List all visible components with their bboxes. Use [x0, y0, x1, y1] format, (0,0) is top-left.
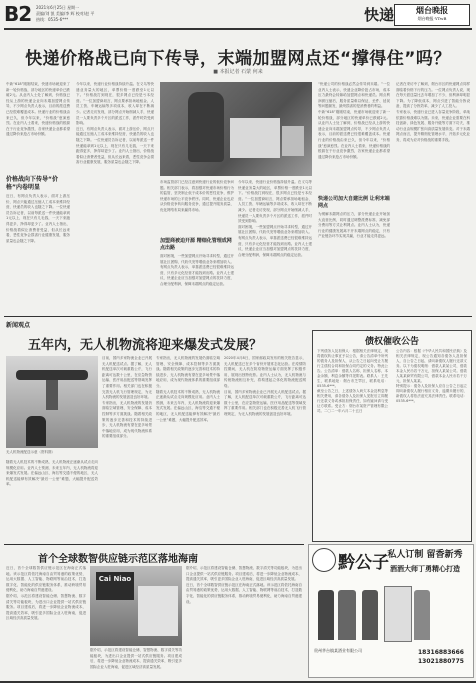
news-section-tag: 新闻观点 — [6, 322, 31, 329]
news-rule — [4, 316, 472, 317]
section-title: 快递 — [363, 6, 394, 24]
logo-sub: 烟台晚报·YTwB — [417, 16, 447, 21]
main-photo — [160, 82, 312, 176]
main-col2: 今年以来，快递行业价格战持续升温。在义乌等快递业务量大的地区，单票价格一度跌至1元以下。“价格战打到现在，很多网点已经是亏本经营。”一位加盟商坦言，网点要承担场地租金、人员工资、车辆运输等多项成本，收入却在不断减少。记者走访发现，部分网点开始削减人手，快递员一人要负责多个片区的派送工作，派件时效受到影响。 近日，有网点负责人表示，面对上游压价，网点只能通过压缩人工成本来维持经营，快递员的收入也随之下降。一位快递员告诉记者，以前每派送一件快递能拿到1元以上，现在只有几毛钱，一天下来跑得更多，挣得却更少了。业内人士指出，价格战看似让消费者受益，但从长远来看，恶性竞争会损害行业健康发展，服务质量也会随之下降。 — [76, 82, 154, 165]
ad-slogan-1: 私人订制 留香新秀 — [387, 550, 463, 560]
drone-photo-caption: 无人机物流配送示意（资料图） — [6, 450, 55, 454]
ad-company: 贵州茅台镇某酒业有限公司 — [314, 648, 362, 653]
drone-photo-person — [26, 416, 46, 446]
ad-bottle-1-icon — [318, 590, 334, 640]
ad-brand: 黔公子 — [338, 553, 389, 573]
ad-phone-block — [418, 648, 464, 666]
header-meta — [36, 5, 186, 23]
main-col1-subhead: 价格战向下传导“价格”内卷明显 — [6, 176, 58, 191]
header-hotline: 热线：0535-6*** — [36, 17, 69, 22]
digital-col1: 近日，首个全球数智供应链示范区在海南正式落地。该示范区将依托海南自由贸易港的政策优势，运用大数据、人工智能、物联网等前沿技术，打造数字化、智能化的供应链服务体系，推动跨境贸易便利化，助力海南自贸港建设。 据介绍，示范区将建设智能仓储、智慧物流、数字清关等功能板块，为进出口企业提供一站式供应链服务。项目建成后，将进一步降低企业物流成本，提高通关效率，吸引更多国际企业入驻海南，促进区域经济高质量发展。 — [6, 566, 86, 621]
main-col3: 市场监管部门已经注意到快递行业的低价竞争问题。相关部门表示，将加强对快递市场价格行为的监管，坚决制止低于成本价的恶性竞争，维护快递市场的公平竞争秩序。同时，快递企业也应从价格竞争转向服务竞争，通过提升服务质量、优化网络布局来赢得市场。 — [160, 180, 234, 212]
ad-seal-icon — [312, 548, 336, 572]
digital-photo-shelves — [138, 586, 178, 636]
drone-body — [16, 370, 88, 380]
main-col3-subhead: 加盟商被迫开源 精细化管理成网点出路 — [160, 238, 232, 251]
main-col1: 中新“618”刚刚结束，快递市场就迎来了新一轮价格战，部分地区的快递单价已跌破2元。从业内人士处了解到，价格战已经从上游的快递企业向末端加盟网点传导，不少网点负责人表示，目前的派送费已经很难覆盖成本。快递行业的价格战由来已久，但今年以来，“价格战”愈演愈烈。在业内人士看来，快递价格战的根源在于行业竞争激烈，各家快递企业都希望通过降价来抢占市场份额。 — [6, 82, 70, 137]
ad-bottle-2-icon — [338, 590, 356, 640]
main-col5-subhead: 快递公司加大自建比例 让利末端网点 — [318, 196, 390, 209]
main-col1-body2: 近日，有网点负责人表示，面对上游压价，网点只能通过压缩人工成本来维持经营，快递员的收入也随之下降。一位快递员告诉记者，以前每派送一件快递能拿到1元以上，现在只有几毛钱，一天下来跑得更多，挣得却更少了。业内人士指出，价格战看似让消费者受益，但从长远来看，恶性竞争会损害行业健康发展，服务质量也会随之下降。 — [6, 194, 70, 243]
news-col1: 目前，国内多家物流企业已开展无人机配送试点。据了解，无人机配送单次可载重数公斤，飞行距离可达数十公里，在应急物资运输、医疗用品配送等领域发挥了重要作用。相关部门也在积极完善无人机飞行管理规定，为无人机物流的发展创造良好环境。 专家指出，无人机物流的发展仍面临空域管理、安全保障、成本控制等多方面挑战。随着相关政策的逐步完善和技术的持续进步，无人机物流有望在更多场景中落地应用，成为现代物流体系的重要组成部分。 — [102, 356, 152, 439]
photo-parcel-small — [282, 126, 304, 156]
logo-name: 烟台晚报 — [416, 5, 448, 15]
notice-title: 债权催收公告 — [364, 337, 419, 347]
ad-slogan-2: 酒酒大师丁勇精心打造 — [390, 564, 460, 573]
ad-phone-1: 18316883666 — [418, 649, 464, 656]
main-col5-body2: 为缓解末端网点的压力，部分快递企业开始加大直营比例，同时通过调整派费标准、减免部分费用等方式让利网点。业内人士认为，快递行业的健康发展离不开末端网点的稳定，只有产业链各环节实现共赢，行业才能走得更远。 — [318, 212, 390, 239]
photo-parcels — [230, 118, 280, 158]
page-number: B2 — [4, 2, 32, 26]
notice-col2: 公告内容：根据《中华人民共和国民法典》及相关法律规定，现公告通知各债务人及担保人，自公告之日起，请向新债权人履行还款义务。以下为债权明细：借款人某某公司，借款本金人民币若干万元，担保人某某公司。借款人某某商贸有限公司，借款本金人民币若干万元，担保人某某。 特别提示：债务人及担保人应自公告之日起立即向新债权人履行相应义务，逾期未履行的，新债权人将依法追究其法律责任。联系电话：0535-6***。 — [396, 349, 467, 403]
news-col3: 2020年4月8日，国家邮政局发布的相关报告显示，无人机配送已在多个省份开展常态化运营。在疫情防控期间，无人机在防疫物资运输方面发挥了积极作用，展现出独特优势。业内人士认为，无人机物流与传统物流相互补充，将构建起立体化的物流配送网络。 目前，国内多家物流企业已开展无人机配送试点。据了解，无人机配送单次可载重数公斤，飞行距离可达数十公里，在应急物资运输、医疗用品配送等领域发挥了重要作用。相关部门也在积极完善无人机飞行管理规定，为无人机物流的发展创造良好环境。 — [224, 356, 306, 416]
news-col2: 专家指出，无人机物流的发展仍面临空域管理、安全保障、成本控制等多方面挑战。随着相关政策的逐步完善和技术的持续进步，无人机物流有望在更多场景中落地应用，成为现代物流体系的重要组成部分。 随着无人机技术的不断成熟，无人机物流正逐渐从试点走向规模化应用。业内人士预测，未来五年内，无人机物流将迎来爆发式发展。在偏远山区、海岛等交通不便的地区，无人机配送能够有效解决“最后一公里”难题，大幅提升配送效率。 — [156, 356, 220, 422]
photo-figure-courier — [188, 92, 224, 162]
digital-col2-below: 据介绍，示范区将建设智能仓储、智慧物流、数字清关等功能板块，为进出口企业提供一站式供应链服务。项目建成后，将进一步降低企业物流成本，提高通关效率，吸引更多国际企业入驻海南，促进区域经济高质量发展。 — [90, 648, 182, 669]
digital-photo — [90, 566, 182, 646]
news-headline: 五年内，无人机物流将迎来爆发式发展？ — [28, 338, 263, 353]
cainiao-sign: Cai Niao — [96, 572, 134, 600]
main-col5: “快递公司的价格战必然会传导到末端。”一位业内人士表示，快递企业降价抢占市场，成本压力最终会转嫁给加盟网点和快递员。网点利润被压缩后，服务质量难以保证，丢件、延误等问题频发，最终损害的是消费者的利益。 中新“618”刚刚结束，快递市场就迎来了新一轮价格战，部分地区的快递单价已跌破2元。从业内人士处了解到，价格战已经从上游的快递企业向末端加盟网点传导，不少网点负责人表示，目前的派送费已经很难覆盖成本。快递行业的价格战由来已久，但今年以来，“价格战”愈演愈烈。在业内人士看来，快递价格战的根源在于行业竞争激烈，各家快递企业都希望通过降价来抢占市场份额。 — [318, 82, 390, 159]
header-editors: 责编/刘 凯 美编/李 辉 校对/赵 平 — [36, 11, 95, 16]
ad-bottle-3-icon — [362, 590, 378, 640]
main-col4: 今年以来，快递行业价格战持续升温。在义乌等快递业务量大的地区，单票价格一度跌至1元以下。“价格战打到现在，很多网点已经是亏本经营。”一位加盟商坦言，网点要承担场地租金、人员工资、车辆运输等多项成本，收入却在不断减少。记者走访发现，部分网点开始削减人手，快递员一人要负责多个片区的派送工作，派件时效受到影响。 面对困境，一些加盟网点开始寻求转型，通过开展社区团购、代收代发等增值业务来增加收入。有网点负责人表示，单靠派送费已经很难维持运营，只有多元化经营才能找到出路。业内人士建议，快递企业应当加强对加盟网点的扶持力度，合理分配利润，保障末端网点的稳定运营。 — [238, 180, 312, 257]
digital-col3: 据介绍，示范区将建设智能仓储、智慧物流、数字清关等功能板块，为进出口企业提供一站式供应链服务。项目建成后，将进一步降低企业物流成本，提高通关效率，吸引更多国际企业入驻海南，促进区域经济高质量发展。 近日，首个全球数智供应链示范区在海南正式落地。该示范区将依托海南自由贸易港的政策优势，运用大数据、人工智能、物联网等前沿技术，打造数字化、智能化的供应链服务体系，推动跨境贸易便利化，助力海南自贸港建设。 — [186, 566, 302, 604]
drone-photo — [6, 356, 98, 448]
ad-gift-box-icon — [384, 586, 412, 642]
main-col3-body2: 面对困境，一些加盟网点开始寻求转型，通过开展社区团购、代收代发等增值业务来增加收入。有网点负责人表示，单靠派送费已经很难维持运营，只有多元化经营才能找到出路。业内人士建议，快递企业应当加强对加盟网点的扶持力度，合理分配利润，保障末端网点的稳定运营。 — [160, 254, 234, 286]
drone-cable — [46, 380, 58, 410]
news-col1-below: 随着无人机技术的不断成熟，无人机物流正逐渐从试点走向规模化应用。业内人士预测，未来五年内，无人机物流将迎来爆发式发展。在偏远山区、海岛等交通不便的地区，无人机配送能够有效解决“最后一公里”难题，大幅提升配送效率。 — [6, 460, 98, 487]
ad-bottle-4-icon — [414, 590, 430, 640]
header-rule — [4, 28, 472, 30]
digital-rule — [4, 544, 304, 545]
header-date: 2021年6月25日 星期一 — [36, 5, 80, 10]
main-headline: 快递价格战已向下传导，末端加盟网点还“撑得住”吗？ — [25, 49, 451, 69]
debt-notice-box — [312, 330, 472, 542]
ad-phone-2: 13021880775 — [418, 658, 464, 665]
notice-col1: 下列债务人及担保人：根据相关法律规定，现将债权转让事宜予以公告，请公告清单中所列的债务人及担保人，从公告之日起向受让方履行主债权合同和担保合同约定的义务。特此公告。公告清单：借款人名称、担保人名称、本金余额、利息余额等详见附表。联系人：王先生，联系地址：烟台市芝罘区，联系电话：0535-6***。 截至公告之日，上述债务人尚欠本金及利息等相关费用，请各债务人及担保人见报后立即履行还款义务或承担担保责任，如有疑问请与受让方联系。受让方：烟台市某资产管理有限公司。二〇二一年六月二十五日 — [317, 349, 388, 413]
main-col6: 记者在采访中了解到，烟台市区的快递网点同样面临着价格下行的压力。一位网点负责人说，现在每天派送量比去年增加了不少，但利润却明显下降。为了降低成本，网点引进了智能分拣设备，提高了分拣效率，减少了人工投入。 专家表示，快递行业已进入存量竞争阶段，单纯依靠价格战难以为继。未来，快递企业需要在科技创新、绿色发展、服务升级等方面下功夫，推动行业由规模扩张向高质量发展转变。对于末端网点而言，提升精细化管理水平，开拓多元化业务，将成为应对价格战的重要手段。 — [396, 82, 470, 142]
digital-headline: 首个全球数智供应链示范区落地海南 — [38, 554, 198, 565]
main-byline: ■ 本报记者 石蒙 何来 — [213, 69, 263, 75]
newspaper-logo — [394, 4, 470, 26]
